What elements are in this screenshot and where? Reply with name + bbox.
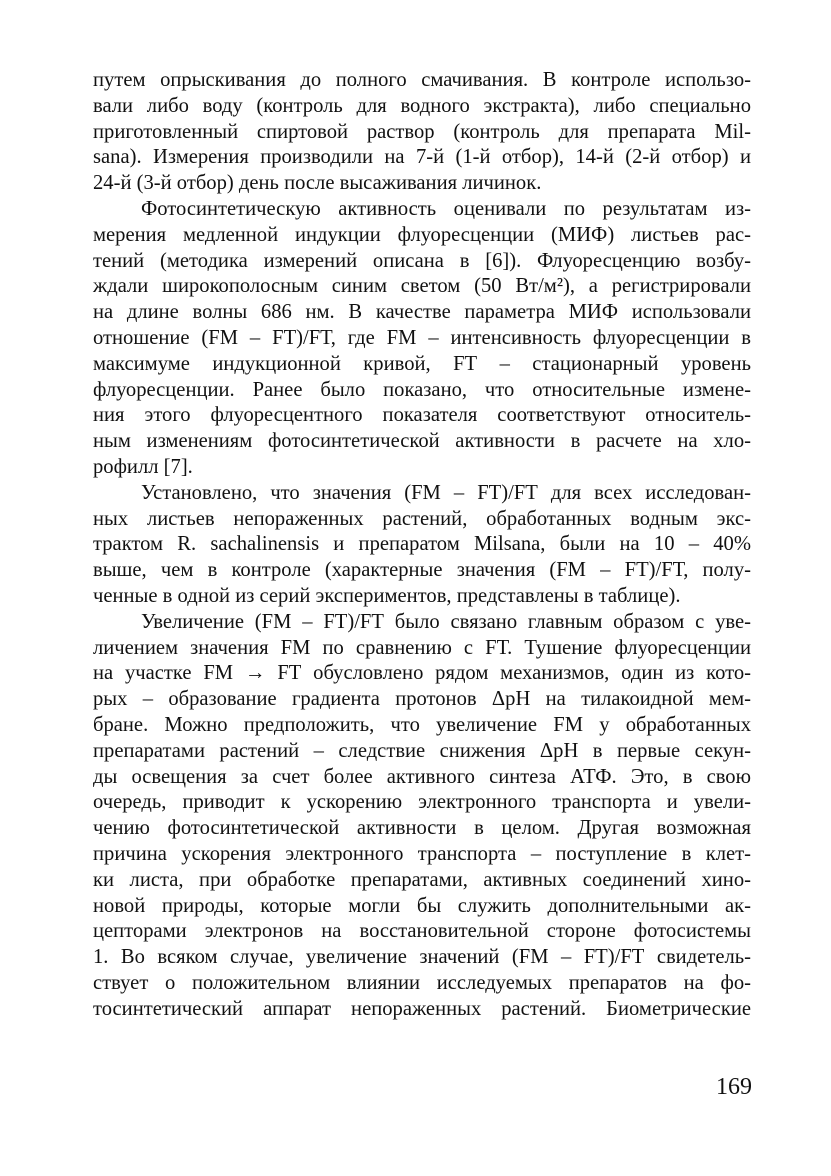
text-line: рых – образование градиента протонов ΔpH на тилакоидной мем- bbox=[93, 688, 751, 711]
text-line: приготовленный спиртовой раствор (контроль для препарата Mil- bbox=[93, 120, 751, 143]
text-line: вали либо воду (контроль для водного экстракта), либо специально bbox=[93, 94, 751, 117]
page-number: 169 bbox=[716, 1074, 752, 1100]
text-line: флуоресценции. Ранее было показано, что относительные измене- bbox=[93, 378, 751, 401]
text-line: Установлено, что значения (FМ – FТ)/FТ для всех исследован- bbox=[141, 481, 751, 504]
text-line: 24-й (3-й отбор) день после высаживания личинок. bbox=[93, 172, 542, 195]
text-line: бране. Можно предположить, что увеличение FМ у обработанных bbox=[93, 713, 751, 736]
text-line: Фотосинтетическую активность оценивали по результатам из- bbox=[141, 197, 751, 220]
text-line: ждали широкополосным синим светом (50 Вт/м²), а регистрировали bbox=[93, 275, 751, 298]
text-line: ды освещения за счет более активного синтеза АТФ. Это, в свою bbox=[93, 765, 751, 788]
text-line: на участке FМ → FТ обусловлено рядом механизмов, один из кото- bbox=[93, 662, 751, 685]
text-line: чению фотосинтетической активности в целом. Другая возможная bbox=[93, 817, 751, 840]
text-line: тений (методика измерений описана в [6]). Флуоресценцию возбу- bbox=[93, 249, 751, 272]
text-line: Увеличение (FМ – FТ)/FТ было связано главным образом с уве- bbox=[141, 610, 751, 633]
text-line: отношение (FМ – FТ)/FТ, где FМ – интенсивность флуоресценции в bbox=[93, 326, 751, 349]
text-line: новой природы, которые могли бы служить дополнительными ак- bbox=[93, 894, 751, 917]
text-line: ки листа, при обработке препаратами, активных соединений хино- bbox=[93, 868, 751, 891]
text-line: причина ускорения электронного транспорта – поступление в клет- bbox=[93, 842, 751, 865]
text-line: ния этого флуоресцентного показателя соответствуют относитель- bbox=[93, 404, 751, 427]
text-line: ствует о положительном влиянии исследуемых препаратов на фо- bbox=[93, 971, 751, 994]
text-line: личением значения FМ по сравнению с FТ. Тушение флуоресценции bbox=[93, 636, 751, 659]
text-line: трактом R. sachalinensis и препаратом Milsana, были на 10 – 40% bbox=[93, 533, 751, 556]
text-line: ным изменениям фотосинтетической активности в расчете на хло- bbox=[93, 430, 751, 453]
text-line: sana). Измерения производили на 7-й (1-й отбор), 14-й (2-й отбор) и bbox=[93, 146, 751, 169]
text-line: 1. Во всяком случае, увеличение значений (FМ – FТ)/FТ свидетель- bbox=[93, 946, 751, 969]
text-line: очередь, приводит к ускорению электронного транспорта и увели- bbox=[93, 791, 751, 814]
body-text bbox=[93, 68, 751, 1022]
text-line: максимуме индукционной кривой, FТ – стационарный уровень bbox=[93, 352, 751, 375]
text-line: рофилл [7]. bbox=[93, 455, 193, 478]
text-line: путем опрыскивания до полного смачивания. В контроле использо- bbox=[93, 69, 751, 91]
text-line: препаратами растений – следствие снижения ΔpH в первые секун- bbox=[93, 739, 751, 762]
text-line: на длине волны 686 нм. В качестве параметра МИФ использовали bbox=[93, 301, 751, 324]
text-line: ченные в одной из серий экспериментов, представлены в таблице). bbox=[93, 584, 681, 607]
text-line: ных листьев непораженных растений, обработанных водным экс- bbox=[93, 507, 751, 530]
text-line: тосинтетический аппарат непораженных растений. Биометрические bbox=[93, 997, 751, 1020]
text-line: мерения медленной индукции флуоресценции (МИФ) листьев рас- bbox=[93, 223, 751, 246]
text-line: цепторами электронов на восстановительной стороне фотосистемы bbox=[93, 920, 751, 943]
text-line: выше, чем в контроле (характерные значения (FМ – FТ)/FТ, полу- bbox=[93, 559, 751, 582]
